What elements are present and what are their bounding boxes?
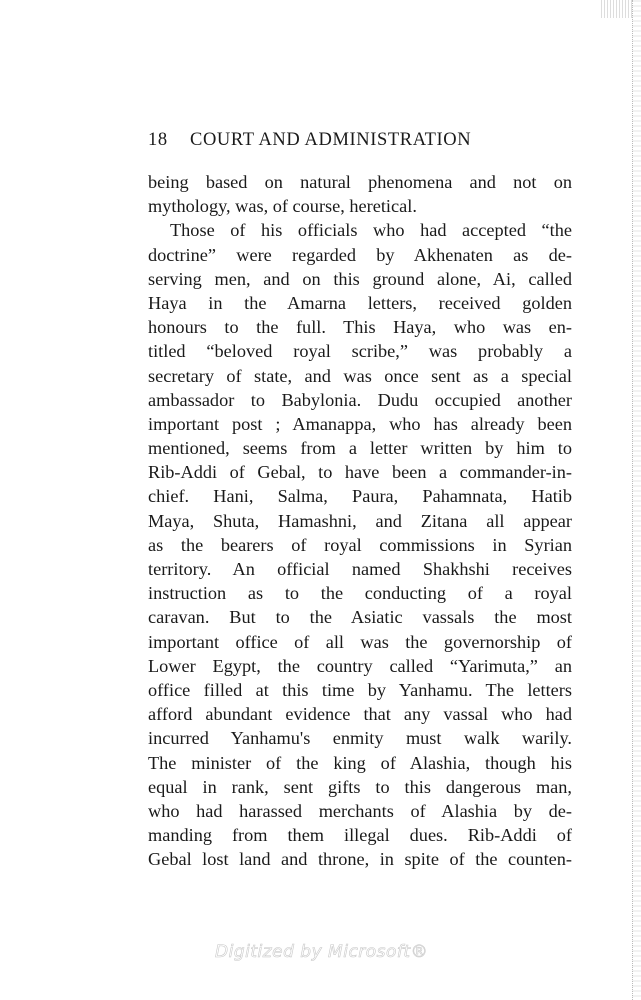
digitization-watermark: Digitized by Microsoft® — [215, 942, 429, 962]
text-line: office filled at this time by Yanhamu. The letters — [148, 679, 572, 700]
text-line: equal in rank, sent gifts to this dangerous man, — [148, 776, 572, 797]
text-line: who had harassed merchants of Alashia by de- — [148, 800, 572, 821]
text-line: The minister of the king of Alashia, though his — [148, 752, 572, 773]
text-line: being based on natural phenomena and not on — [148, 172, 572, 192]
text-line: caravan. But to the Asiatic vassals the most — [148, 607, 572, 628]
text-line: Lower Egypt, the country called “Yarimuta,” an — [148, 655, 572, 676]
text-line: mentioned, seems from a letter written by him to — [148, 438, 572, 459]
text-line: manding from them illegal dues. Rib-Addi of — [148, 825, 572, 846]
text-line: doctrine” were regarded by Akhenaten as de- — [148, 244, 572, 265]
text-line: mythology, was, of course, heretical. — [148, 196, 417, 217]
text-line: titled “beloved royal scribe,” was probably a — [148, 341, 572, 362]
text-line: Gebal lost land and throne, in spite of the counten- — [148, 849, 572, 870]
text-line: chief. Hani, Salma, Paura, Pahamnata, Hatib — [148, 486, 572, 507]
text-line: ambassador to Babylonia. Dudu occupied another — [148, 389, 572, 410]
text-line: as the bearers of royal commissions in Syrian — [148, 534, 572, 555]
text-line: afford abundant evidence that any vassal who had — [148, 704, 572, 725]
text-line: Rib-Addi of Gebal, to have been a commander-in- — [148, 462, 572, 483]
text-line: honours to the full. This Haya, who was en- — [148, 317, 572, 338]
text-line: serving men, and on this ground alone, Ai, called — [148, 268, 572, 289]
text-line: Maya, Shuta, Hamashni, and Zitana all appear — [148, 510, 572, 531]
text-line: important office of all was the governorship of — [148, 631, 572, 652]
running-header — [148, 130, 572, 151]
text-line: secretary of state, and was once sent as a special — [148, 365, 572, 386]
text-line: incurred Yanhamu's enmity must walk warily. — [148, 728, 572, 749]
text-line: Those of his officials who had accepted “the — [170, 220, 572, 241]
text-line: Haya in the Amarna letters, received golden — [148, 292, 572, 313]
running-title: COURT AND ADMINISTRATION — [190, 130, 472, 150]
text-line: important post ; Amanappa, who has already been — [148, 413, 572, 434]
text-line: instruction as to the conducting of a royal — [148, 583, 572, 604]
scan-edge-artifact — [632, 0, 641, 1000]
page-body-text — [148, 170, 572, 871]
page-number: 18 — [148, 130, 168, 150]
text-line: territory. An official named Shakhshi receives — [148, 559, 572, 579]
